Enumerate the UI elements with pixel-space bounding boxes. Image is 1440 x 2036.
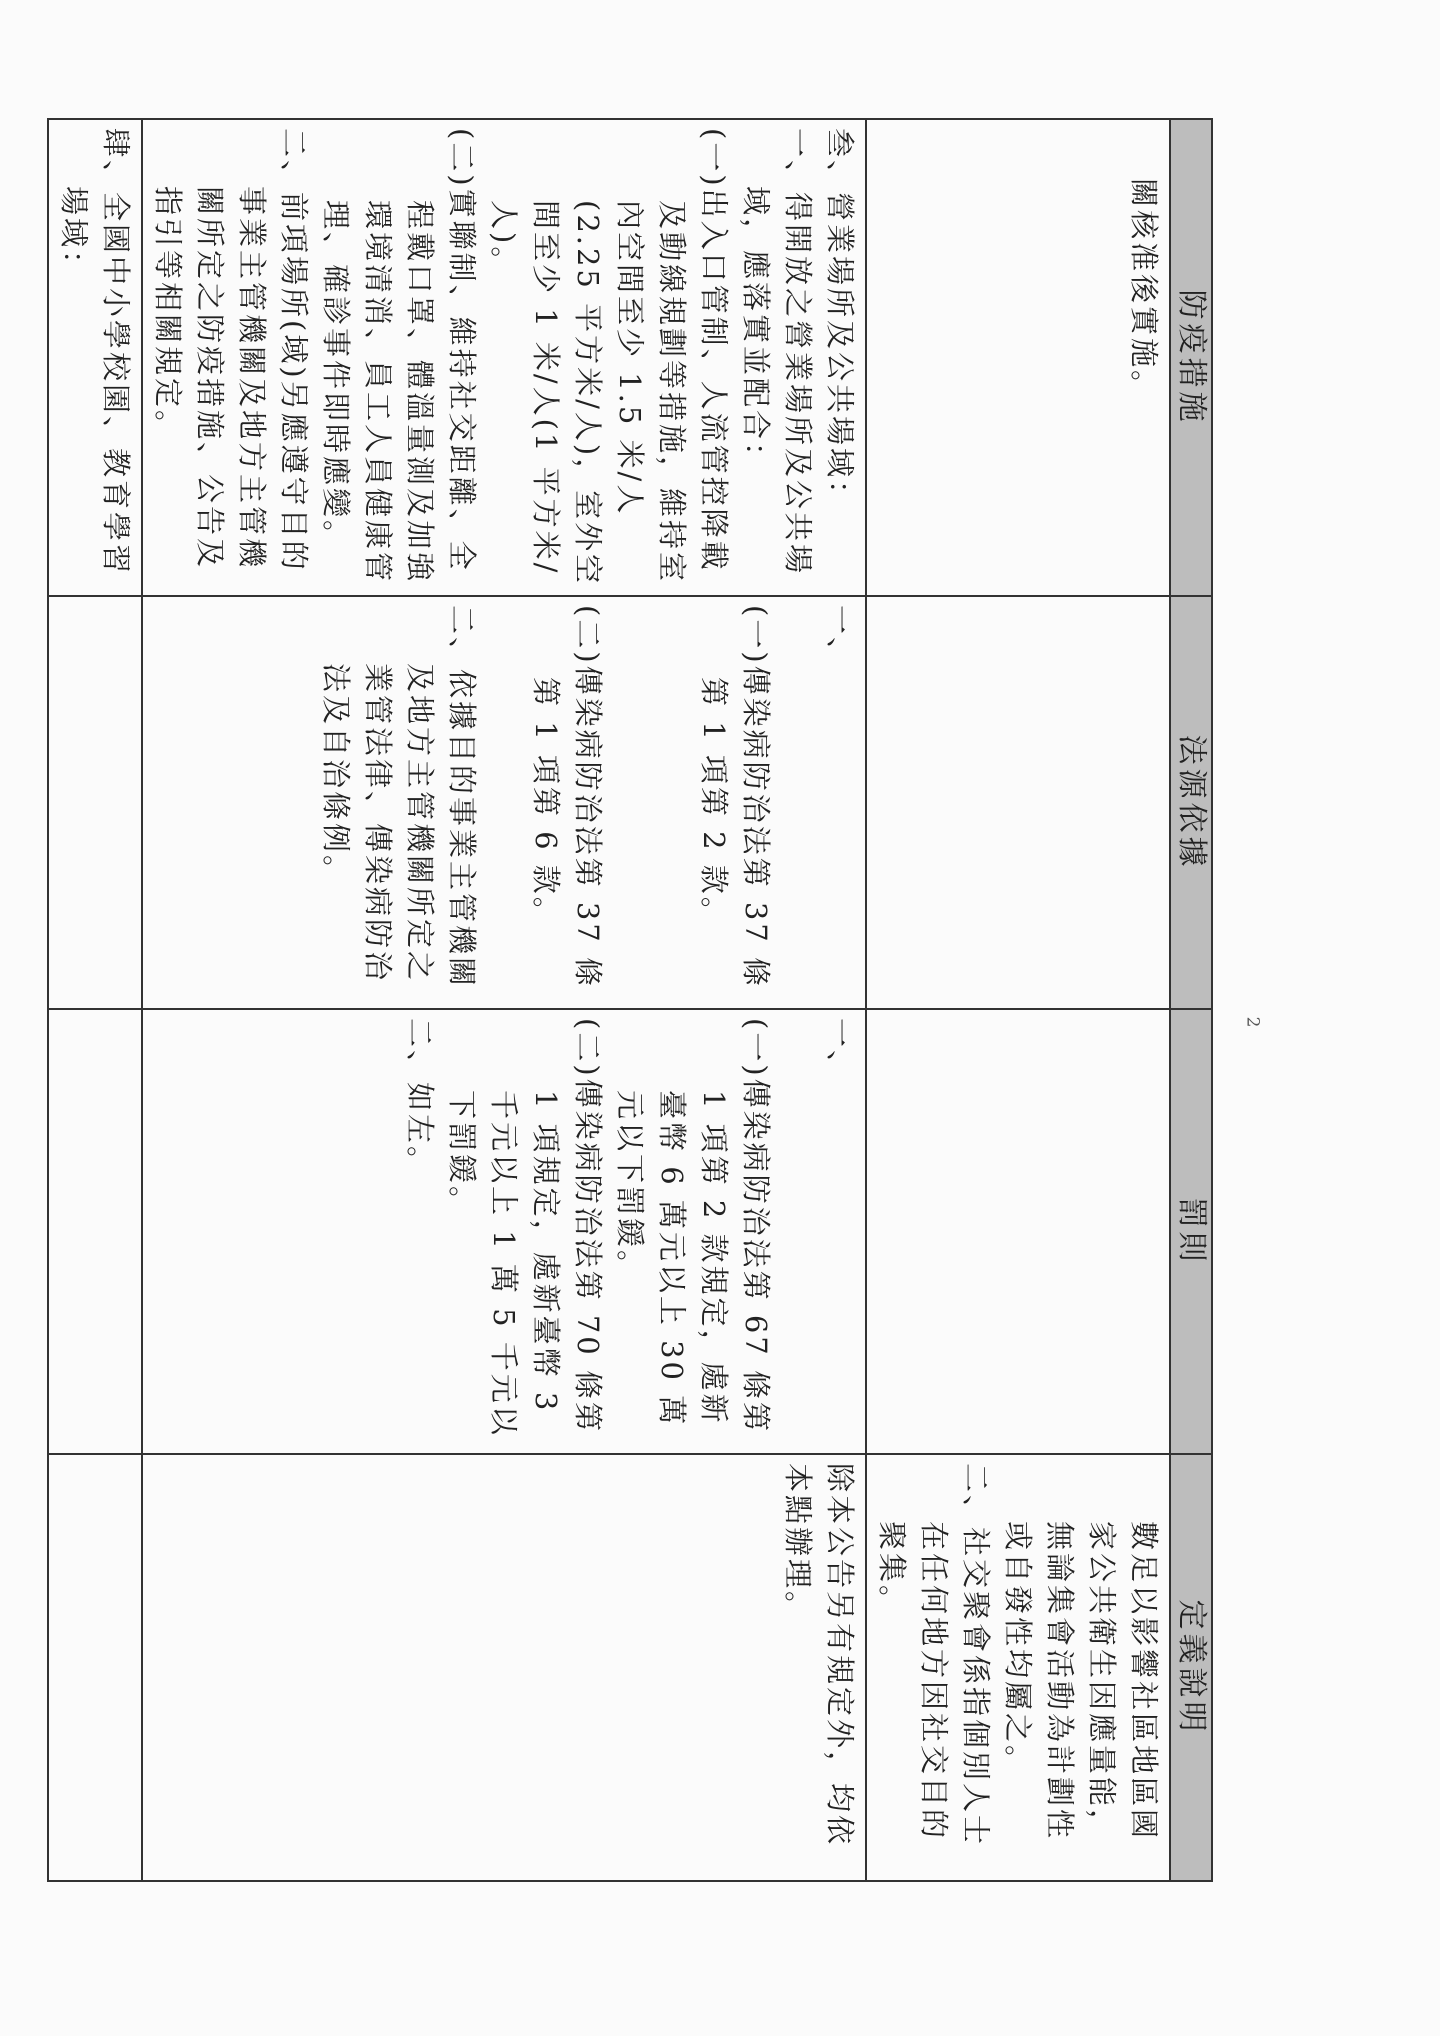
row2-legal-basis: 一、 (一)傳染病防治法第 37 條第 1 項第 2 款。 (二)傳染病防治法第 37 條第 1 項第 6 款。 二、依據目的事業主管機關及地方主管機關所定之業管法律、傳染病防治法及自治條例。	[142, 596, 866, 1009]
header-legal-basis: 法源依據	[1170, 596, 1212, 1009]
row1-definition: 數足以影響社區地區國家公共衛生因應量能，無論集會活動為計劃性或自發性均屬之。 二、社交聚會係指個別人士在任何地方因社交目的聚集。	[866, 1454, 1170, 1881]
row3-legal-basis	[48, 596, 142, 1009]
row3-penalty	[48, 1009, 142, 1454]
table-row	[866, 119, 1170, 1881]
header-definition: 定義說明	[1170, 1454, 1212, 1881]
row2-definition: 除本公告另有規定外，均依本點辦理。	[142, 1454, 866, 1881]
header-penalty: 罰則	[1170, 1009, 1212, 1454]
row3-measures: 肆、全國中小學校園、教育學習場域：	[48, 119, 142, 596]
row3-definition	[48, 1454, 142, 1881]
epidemic-measures-table	[57, 118, 1213, 1880]
table-header-row	[1170, 119, 1212, 1881]
row2-measures: 叁、營業場所及公共場域： 一、得開放之營業場所及公共場域，應落實並配合： (一)出入口管制、人流管控降載及動線規劃等措施，維持室內空間至少 1.5 米/人(2.25 平方米/人)，室外空間至少 1 米/人(1 平方米/人)。 (二)實聯制、維持社交距離、全程戴口罩、體溫量測及加強環境清消、員工人員健康管理、確診事件即時應變。 二、前項場所(域)另應遵守目的事業主管機關及地方主管機關所定之防疫措施、公告及指引等相關規定。	[142, 119, 866, 596]
table-row	[48, 119, 142, 1881]
page-number: 2	[1242, 1016, 1263, 1028]
row1-measures: 關核准後實施。	[866, 119, 1170, 596]
row1-legal-basis	[866, 596, 1170, 1009]
header-measures: 防疫措施	[1170, 119, 1212, 596]
row1-penalty	[866, 1009, 1170, 1454]
row2-penalty: 一、 (一)傳染病防治法第 67 條第 1 項第 2 款規定，處新臺幣 6 萬元以上 30 萬元以下罰鍰。 (二)傳染病防治法第 70 條第 1 項規定，處新臺幣 3 千元以上 1 萬 5 千元以下罰鍰。 二、如左。	[142, 1009, 866, 1454]
table-row	[142, 119, 866, 1881]
